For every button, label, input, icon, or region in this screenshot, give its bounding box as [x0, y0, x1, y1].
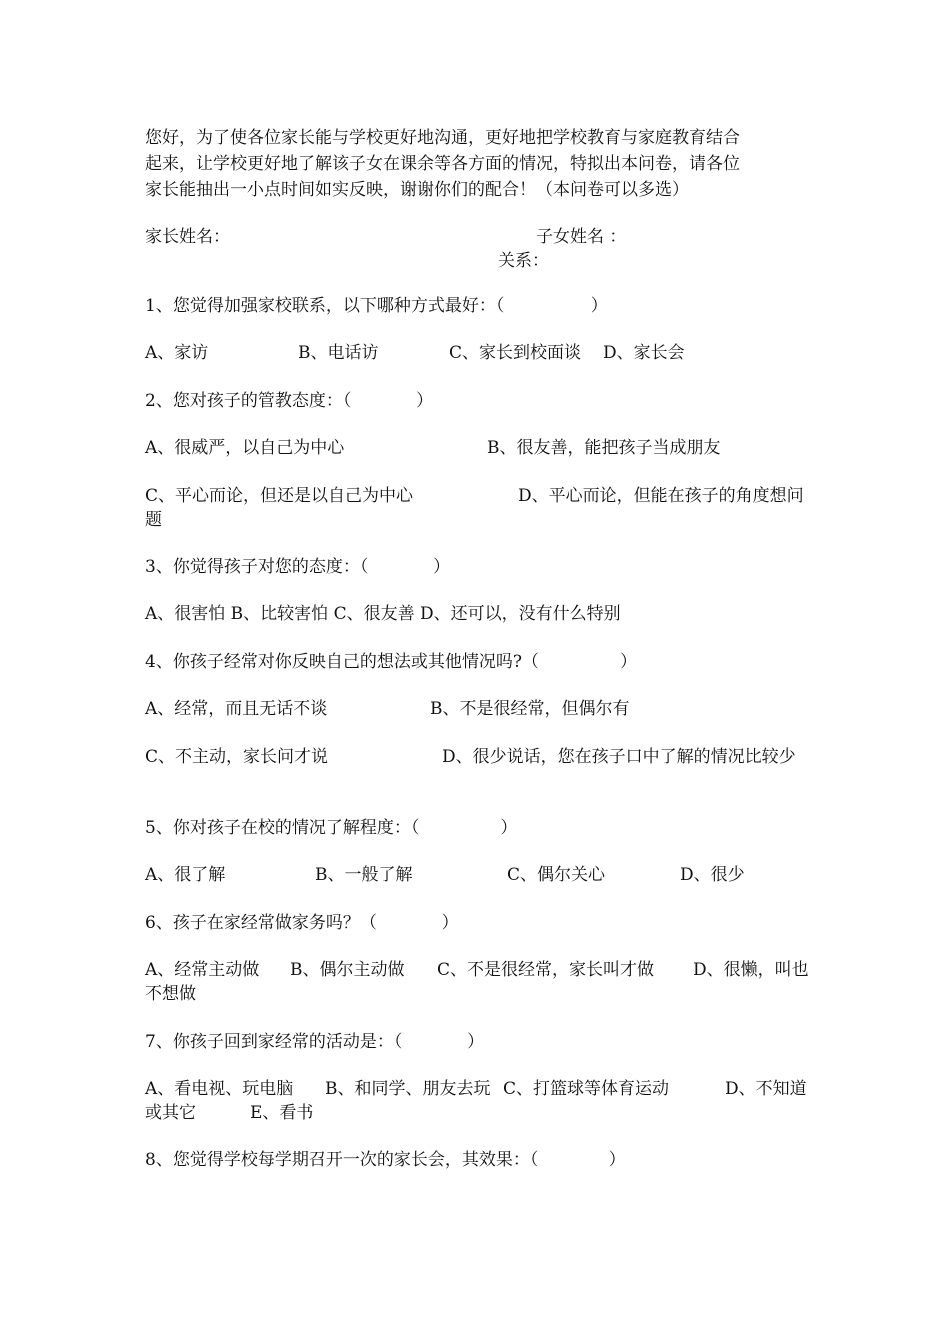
q4-option-d: D、很少说话，您在孩子口中了解的情况比较少 — [442, 747, 796, 767]
question-4: 4、你孩子经常对你反映自己的想法或其他情况吗?（ ） — [145, 652, 637, 672]
q6-option-d: D、很懒，叫也不想做 — [145, 960, 809, 1004]
q4-option-c: C、不主动，家长问才说 — [145, 747, 329, 767]
q7-option-b: B、和同学、朋友去玩 — [325, 1079, 491, 1099]
q5-option-d: D、很少 — [680, 865, 745, 885]
q3-options: A、很害怕 B、比较害怕 C、很友善 D、还可以，没有什么特别 — [145, 604, 621, 624]
q1-option-c: C、家长到校面谈 — [449, 343, 582, 363]
q7-option-c: C、打篮球等体育运动 — [503, 1079, 670, 1099]
q5-option-c: C、偶尔关心 — [507, 865, 606, 885]
q1-option-d: D、家长会 — [603, 343, 685, 363]
q6-option-a: A、经常主动做 — [145, 960, 260, 980]
question-6: 6、孩子在家经常做家务吗？（ ） — [145, 913, 459, 933]
q5-option-b: B、一般了解 — [315, 865, 413, 885]
q7-option-d: D、不知道或其它 — [145, 1079, 807, 1123]
q1-option-a: A、家访 — [145, 343, 209, 363]
question-2: 2、您对孩子的管教态度：（ ） — [145, 391, 434, 411]
q5-option-a: A、很了解 — [145, 865, 226, 885]
q7-option-e: E、看书 — [250, 1103, 314, 1123]
q2-option-c: C、平心而论，但还是以自己为中心 — [145, 486, 414, 506]
q7-option-a: A、看电视、玩电脑 — [145, 1079, 294, 1099]
q6-option-b: B、偶尔主动做 — [290, 960, 405, 980]
q4-option-a: A、经常，而且无话不谈 — [145, 699, 328, 719]
intro-line-3: 家长能抽出一小点时间如实反映，谢谢你们的配合！（本问卷可以多选） — [145, 180, 689, 200]
intro-line-2: 起来，让学校更好地了解该子女在课余等各方面的情况，特拟出本问卷，请各位 — [145, 154, 740, 174]
question-1: 1、您觉得加强家校联系，以下哪种方式最好：（ ） — [145, 296, 608, 316]
q6-option-c: C、不是很经常，家长叫才做 — [437, 960, 655, 980]
q2-option-d: D、平心而论，但能在孩子的角度想问题 — [145, 486, 804, 530]
question-7: 7、你孩子回到家经常的活动是：（ ） — [145, 1032, 485, 1052]
q2-option-a: A、很威严，以自己为中心 — [145, 438, 345, 458]
parent-name-label: 家长姓名： — [145, 227, 230, 247]
question-3: 3、你觉得孩子对您的态度：（ ） — [145, 557, 451, 577]
relation-label: 关系： — [498, 251, 549, 271]
q4-option-b: B、不是很经常，但偶尔有 — [430, 699, 630, 719]
question-5: 5、你对孩子在校的情况了解程度：（ ） — [145, 818, 518, 838]
q1-option-b: B、电话访 — [298, 343, 379, 363]
child-name-label: 子女姓名 ： — [536, 227, 627, 247]
q2-option-b: B、很友善，能把孩子当成朋友 — [487, 438, 721, 458]
intro-line-1: 您好，为了使各位家长能与学校更好地沟通，更好地把学校教育与家庭教育结合 — [145, 128, 740, 148]
question-8: 8、您觉得学校每学期召开一次的家长会，其效果：（ ） — [145, 1150, 626, 1170]
